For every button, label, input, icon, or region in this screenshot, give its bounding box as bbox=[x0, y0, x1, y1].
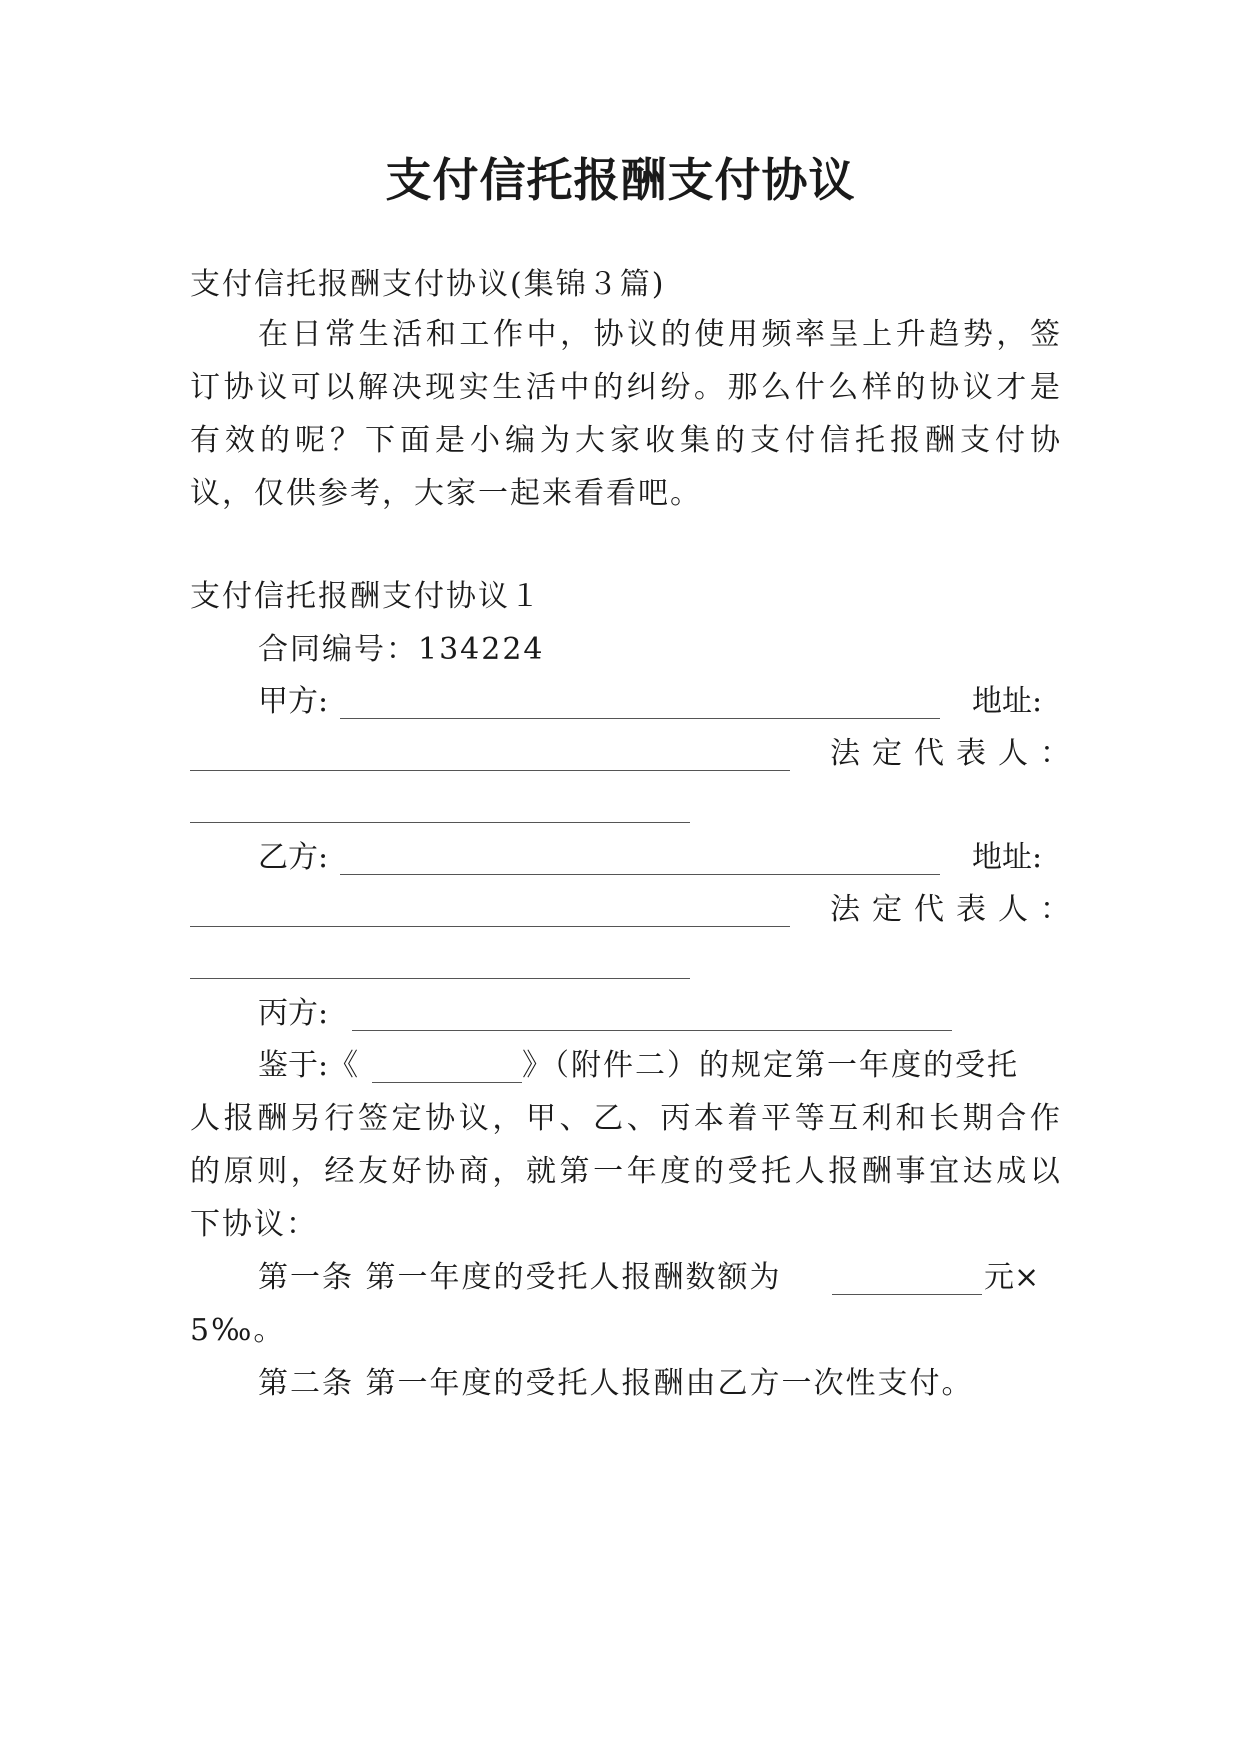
whereas-line-2: 人 报 酬 另 行 签 定 协 议 ， 甲 、 乙 、 丙 本 着 平 等 互 利 和 长 期 合 作 bbox=[190, 1101, 1060, 1136]
whereas-blank bbox=[372, 1082, 522, 1083]
party-b-legal-rep-label: 法定代表人： bbox=[830, 892, 1082, 927]
party-a-legal-rep-blank bbox=[190, 822, 690, 823]
contract-number: 合同编号：134224 bbox=[258, 632, 545, 667]
whereas-line-4: 下协议： bbox=[190, 1207, 318, 1242]
party-a-address-label: 地址: bbox=[972, 684, 1043, 719]
intro-line-4: 议，仅供参考，大家一起来看看吧。 bbox=[190, 476, 702, 511]
article-1-blank bbox=[832, 1294, 982, 1295]
article-1-text: 第一条 第一年度的受托人报酬数额为 bbox=[258, 1260, 782, 1295]
intro-line-1: 在 日 常 生 活 和 工 作 中 ， 协 议 的 使 用 频 率 呈 上 升 趋 势 ， 签 bbox=[258, 317, 1060, 352]
whereas-line-3: 的 原 则 ， 经 友 好 协 商 ， 就 第 一 年 度 的 受 托 人 报 酬 事 宜 达 成 以 bbox=[190, 1154, 1060, 1189]
section-heading-1: 支付信托报酬支付协议１ bbox=[190, 579, 542, 614]
party-b-address-blank bbox=[190, 926, 790, 927]
party-b-address-label: 地址: bbox=[972, 840, 1043, 875]
party-a-address-blank bbox=[190, 770, 790, 771]
whereas-start: 鉴于:《 bbox=[258, 1048, 359, 1083]
article-2: 第二条 第一年度的受托人报酬由乙方一次性支付。 bbox=[258, 1366, 974, 1401]
party-b-label: 乙方: bbox=[258, 840, 329, 875]
document-subtitle: 支付信托报酬支付协议(集锦３篇) bbox=[190, 267, 666, 302]
party-b-blank bbox=[340, 874, 940, 875]
intro-line-2: 订 协 议 可 以 解 决 现 实 生 活 中 的 纠 纷 。 那 么 什 么 样 的 协 议 才 是 bbox=[190, 370, 1060, 405]
party-a-legal-rep-label: 法定代表人： bbox=[830, 736, 1082, 771]
document-title: 支付信托报酬支付协议 bbox=[385, 153, 856, 207]
party-c-blank bbox=[352, 1030, 952, 1031]
party-c-label: 丙方: bbox=[258, 996, 329, 1031]
party-a-blank bbox=[340, 718, 940, 719]
article-1-unit: 元× bbox=[984, 1260, 1040, 1295]
intro-line-3: 有 效 的 呢 ？ 下 面 是 小 编 为 大 家 收 集 的 支 付 信 托 报 酬 支 付 协 bbox=[190, 423, 1060, 458]
party-b-legal-rep-blank bbox=[190, 978, 690, 979]
article-1-rate: 5‰。 bbox=[190, 1313, 286, 1348]
whereas-end: 》（附件二）的规定第一年度的受托 bbox=[522, 1048, 1019, 1083]
party-a-label: 甲方: bbox=[258, 684, 329, 719]
